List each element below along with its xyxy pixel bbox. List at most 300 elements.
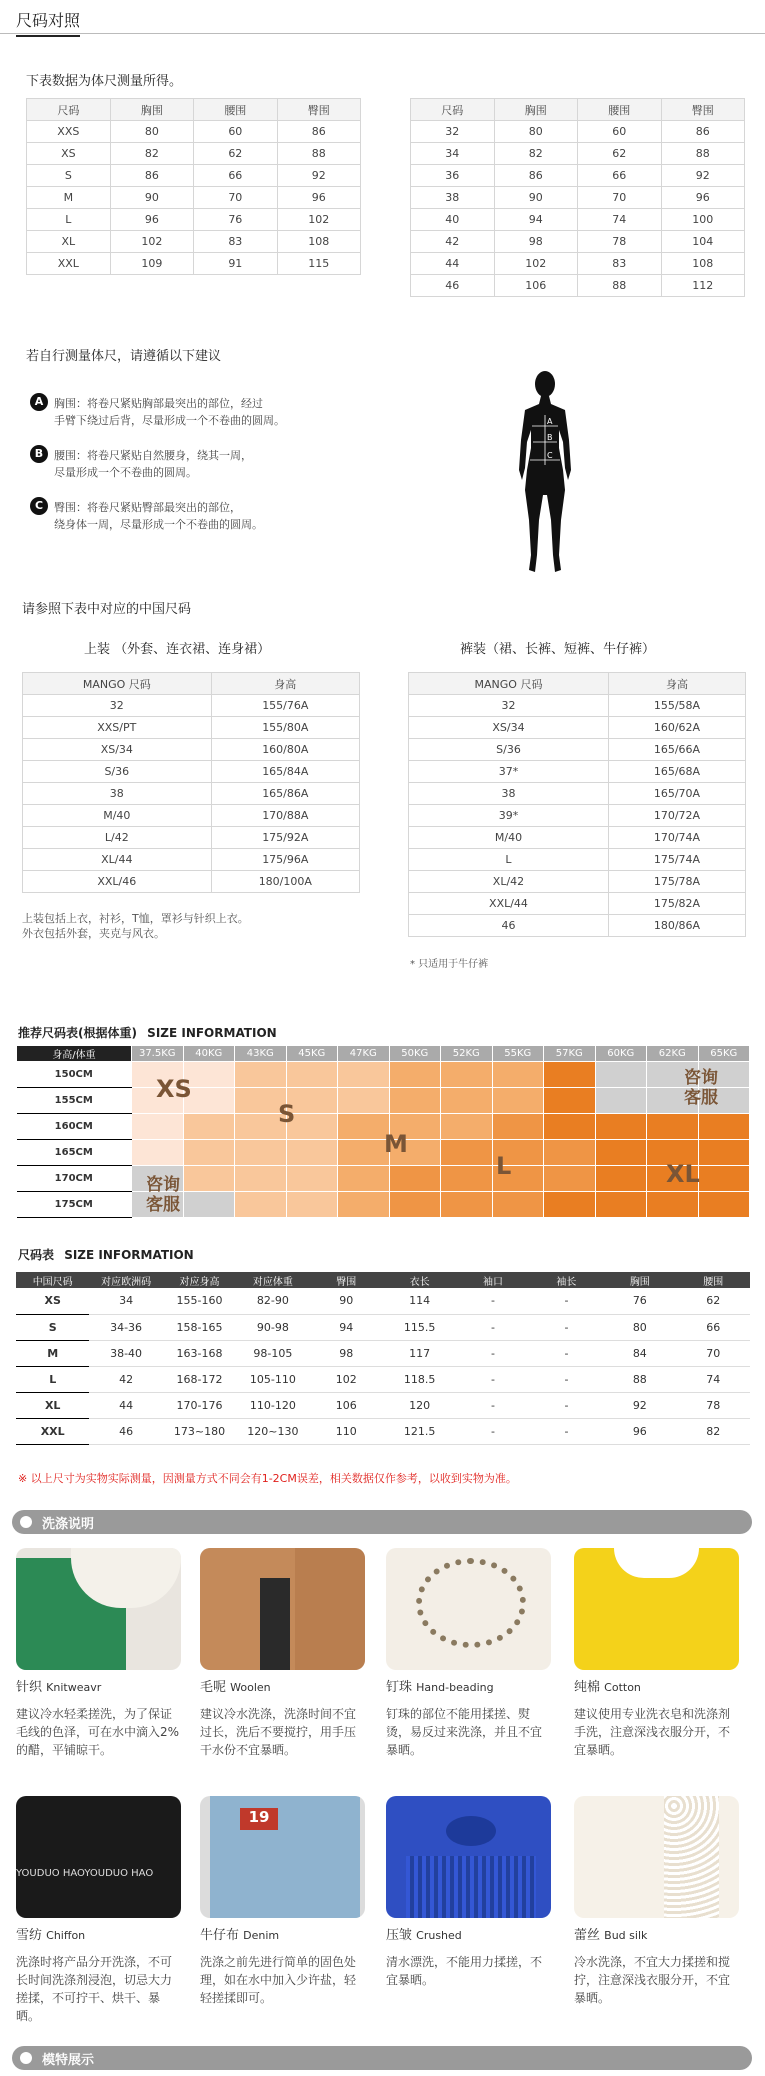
rec-label-s: S — [278, 1100, 296, 1128]
cn-bottom-cell: 165/68A — [608, 761, 745, 783]
cn-top-note-1: 上装包括上衣，衬衫，T恤，罩衫与针织上衣。 — [22, 912, 249, 925]
body-t2-header-3: 臀围 — [661, 99, 745, 121]
rec-cell — [544, 1114, 596, 1140]
cn-bottom-cell: M/40 — [409, 827, 609, 849]
rec-weight-label: 45KG — [286, 1046, 338, 1062]
wash-card — [574, 1796, 739, 2007]
rec-cell — [183, 1192, 235, 1218]
wash-card-name: 钉珠 — [386, 1680, 413, 1695]
size-cell: - — [456, 1340, 529, 1366]
size-cell: 80 — [603, 1314, 676, 1340]
table-row — [409, 893, 746, 915]
cn-bottom-cell: 37* — [409, 761, 609, 783]
table-row — [411, 275, 745, 297]
wash-card-title — [200, 1676, 365, 1695]
body-t1-cell: XL — [27, 231, 111, 253]
size-cell: - — [530, 1392, 603, 1418]
body-t2-header-row — [411, 99, 745, 121]
wash-card-title — [200, 1924, 365, 1943]
size-table-title — [18, 1246, 194, 1263]
size-cell: 84 — [603, 1340, 676, 1366]
body-t1-header-0: 尺码 — [27, 99, 111, 121]
size-cell: 38-40 — [89, 1340, 162, 1366]
table-row — [16, 1392, 750, 1418]
figure-label-a: A — [547, 417, 553, 426]
table-row — [411, 143, 745, 165]
size-cell: 115.5 — [383, 1314, 456, 1340]
rec-cell — [235, 1062, 287, 1088]
table-row — [17, 1088, 750, 1114]
cn-top-cell: XL/44 — [23, 849, 212, 871]
table-row — [17, 1114, 750, 1140]
rec-cell — [338, 1114, 390, 1140]
body-t1-cell: 91 — [194, 253, 277, 275]
table-row — [17, 1166, 750, 1192]
size-cell: 62 — [677, 1288, 750, 1314]
size-cell: 34 — [89, 1288, 162, 1314]
cn-top-cell: S/36 — [23, 761, 212, 783]
size-cell: 105-110 — [236, 1366, 309, 1392]
rec-cell — [338, 1088, 390, 1114]
rec-cell — [132, 1114, 184, 1140]
rec-weight-label: 43KG — [235, 1046, 287, 1062]
wash-card-title — [16, 1676, 181, 1695]
body-t2-cell: 92 — [661, 165, 745, 187]
size-cell: 34-36 — [89, 1314, 162, 1340]
rec-height-label: 160CM — [17, 1114, 132, 1140]
body-t2-cell: 104 — [661, 231, 745, 253]
size-header-cell: 腰围 — [677, 1272, 750, 1288]
cn-bottom-cell: 175/78A — [608, 871, 745, 893]
rec-cell — [595, 1088, 647, 1114]
measure-item — [26, 445, 356, 497]
body-t1-cell: 70 — [194, 187, 277, 209]
rec-cell — [698, 1166, 750, 1192]
body-t1-cell: XS — [27, 143, 111, 165]
rec-consult-top: 咨询客服 — [684, 1068, 718, 1108]
cn-top-cell: M/40 — [23, 805, 212, 827]
rec-cell — [286, 1062, 338, 1088]
size-cell: 158-165 — [163, 1314, 236, 1340]
rec-weight-label: 62KG — [647, 1046, 699, 1062]
rec-cell — [235, 1192, 287, 1218]
table-row — [411, 121, 745, 143]
table-row — [16, 1366, 750, 1392]
body-t1-cell: 108 — [277, 231, 360, 253]
size-cell: 110 — [310, 1418, 383, 1444]
cn-top-cell: 165/86A — [211, 783, 359, 805]
rec-weight-label: 47KG — [338, 1046, 390, 1062]
wash-card-en: Bud silk — [604, 1929, 648, 1942]
cn-bottom-cell: L — [409, 849, 609, 871]
body-t2-cell: 80 — [494, 121, 578, 143]
rec-height-label: 175CM — [17, 1192, 132, 1218]
rec-cell — [544, 1088, 596, 1114]
page-header — [0, 0, 765, 34]
body-t2-cell: 70 — [578, 187, 662, 209]
rec-header-row — [17, 1046, 750, 1062]
wash-card-image — [200, 1548, 365, 1670]
wash-card-image: YOUDUO HAOYOUDUO HAO — [16, 1796, 181, 1918]
cn-size-title: 请参照下表中对应的中国尺码 — [22, 602, 192, 617]
rec-cell — [338, 1062, 390, 1088]
table-row — [23, 761, 360, 783]
wash-card-title — [386, 1924, 551, 1943]
size-cell: 102 — [310, 1366, 383, 1392]
rec-weight-label: 57KG — [544, 1046, 596, 1062]
rec-cell — [492, 1062, 544, 1088]
cn-top-cell: XXL/46 — [23, 871, 212, 893]
table-row — [17, 1140, 750, 1166]
table-row — [409, 783, 746, 805]
body-t1-header-1: 胸围 — [110, 99, 193, 121]
body-t1-header-3: 臀围 — [277, 99, 360, 121]
size-cell: 42 — [89, 1366, 162, 1392]
table-row — [16, 1288, 750, 1314]
size-cell: 96 — [603, 1418, 676, 1444]
cn-bottom-cell: 46 — [409, 915, 609, 937]
cn-bottom-header-row — [409, 673, 746, 695]
rec-cell — [595, 1140, 647, 1166]
rec-weight-label: 37.5KG — [132, 1046, 184, 1062]
cn-bottom-cell: 39* — [409, 805, 609, 827]
cn-bottom-header-0: MANGO 尺码 — [409, 673, 609, 695]
body-t2-cell: 88 — [661, 143, 745, 165]
body-t1-cell: 66 — [194, 165, 277, 187]
size-cell: M — [16, 1340, 89, 1366]
cn-top-note-2: 外衣包括外套，夹克与风衣。 — [22, 927, 165, 940]
body-t1-cell: 76 — [194, 209, 277, 231]
cn-top-cell: 180/100A — [211, 871, 359, 893]
rec-cell — [338, 1192, 390, 1218]
body-t1-cell: 82 — [110, 143, 193, 165]
wash-card-en: Denim — [243, 1929, 280, 1942]
body-t1-cell: 92 — [277, 165, 360, 187]
cn-bottom-cell: 170/74A — [608, 827, 745, 849]
cn-bottom-cell: 38 — [409, 783, 609, 805]
wash-card-en: Crushed — [416, 1929, 462, 1942]
cn-bottom-header-1: 身高 — [608, 673, 745, 695]
table-row — [16, 1340, 750, 1366]
body-t2-cell: 66 — [578, 165, 662, 187]
wash-card-name: 毛呢 — [200, 1680, 227, 1695]
size-cell: - — [456, 1392, 529, 1418]
body-silhouette — [505, 370, 585, 580]
size-cell: 173~180 — [163, 1418, 236, 1444]
table-row — [16, 1418, 750, 1444]
rec-label-xs: XS — [156, 1075, 192, 1103]
size-cell: 90-98 — [236, 1314, 309, 1340]
body-t2-cell: 94 — [494, 209, 578, 231]
rec-cell — [183, 1114, 235, 1140]
size-cell: 155-160 — [163, 1288, 236, 1314]
body-t2-cell: 32 — [411, 121, 495, 143]
measure-line-2: 尽量形成一个不卷曲的圆周。 — [54, 466, 197, 479]
rec-cell — [544, 1166, 596, 1192]
cn-bottom-cell: 32 — [409, 695, 609, 717]
body-t1-cell: M — [27, 187, 111, 209]
cn-bottom-cell: 155/58A — [608, 695, 745, 717]
rec-cell — [698, 1114, 750, 1140]
table-row — [23, 827, 360, 849]
rec-cell — [492, 1114, 544, 1140]
size-table-title-en: SIZE INFORMATION — [64, 1248, 194, 1262]
size-cell: 82 — [677, 1418, 750, 1444]
rec-cell — [595, 1114, 647, 1140]
rec-cell — [338, 1166, 390, 1192]
wash-card-desc: 冷水洗涤，不宜大力揉搓和搅拧，注意深浅衣服分开，不宜暴晒。 — [574, 1955, 731, 2005]
body-t2-cell: 112 — [661, 275, 745, 297]
model-bar-dot — [20, 2052, 32, 2064]
body-t1-cell: 102 — [110, 231, 193, 253]
size-cell: 117 — [383, 1340, 456, 1366]
body-t1-cell: 62 — [194, 143, 277, 165]
body-t2-header-1: 胸围 — [494, 99, 578, 121]
wash-card-en: Woolen — [230, 1681, 271, 1694]
size-cell: 170-176 — [163, 1392, 236, 1418]
rec-cell — [698, 1140, 750, 1166]
rec-cell — [286, 1192, 338, 1218]
rec-weight-label: 55KG — [492, 1046, 544, 1062]
cn-top-cell: L/42 — [23, 827, 212, 849]
table-row — [23, 849, 360, 871]
size-cell: 90 — [310, 1288, 383, 1314]
rec-cell — [441, 1062, 493, 1088]
rec-cell — [544, 1192, 596, 1218]
size-cell: XXL — [16, 1418, 89, 1444]
body-t2-cell: 44 — [411, 253, 495, 275]
cn-bottom-cell: 165/66A — [608, 739, 745, 761]
rec-weight-label: 52KG — [441, 1046, 493, 1062]
wash-card-desc: 建议使用专业洗衣皂和洗涤剂手洗，注意深浅衣服分开，不宜暴晒。 — [574, 1707, 731, 1757]
cn-top-cell: 170/88A — [211, 805, 359, 827]
wash-card-en: Hand-beading — [416, 1681, 494, 1694]
body-t2-cell: 102 — [494, 253, 578, 275]
size-cell: 44 — [89, 1392, 162, 1418]
model-section-bar — [12, 2046, 752, 2070]
size-cell: L — [16, 1366, 89, 1392]
wash-card-name: 针织 — [16, 1680, 43, 1695]
body-t2-cell: 74 — [578, 209, 662, 231]
body-size-table-number — [410, 98, 745, 297]
wash-card-name: 压皱 — [386, 1928, 413, 1943]
rec-label-m: M — [384, 1130, 408, 1158]
cn-bottom-cell: 165/70A — [608, 783, 745, 805]
page-title: 尺码对照 — [16, 8, 80, 37]
wash-card — [16, 1548, 181, 1759]
size-cell: 110-120 — [236, 1392, 309, 1418]
rec-height-label: 165CM — [17, 1140, 132, 1166]
rec-cell — [338, 1140, 390, 1166]
table-row — [23, 783, 360, 805]
cn-top-header-row — [23, 673, 360, 695]
table-row — [409, 849, 746, 871]
body-t2-cell: 86 — [661, 121, 745, 143]
table-row — [409, 915, 746, 937]
table-row — [23, 739, 360, 761]
rec-cell — [235, 1140, 287, 1166]
body-t1-cell: 86 — [277, 121, 360, 143]
body-t1-cell: 80 — [110, 121, 193, 143]
size-header-cell: 对应欧洲码 — [89, 1272, 162, 1288]
body-t2-cell: 96 — [661, 187, 745, 209]
wash-card-name: 蕾丝 — [574, 1928, 601, 1943]
body-t2-cell: 88 — [578, 275, 662, 297]
size-table-title-cn: 尺码表 — [18, 1248, 55, 1262]
size-cell: - — [456, 1314, 529, 1340]
size-cell: 92 — [603, 1392, 676, 1418]
rec-cell — [441, 1088, 493, 1114]
rec-cell — [441, 1192, 493, 1218]
body-t2-cell: 34 — [411, 143, 495, 165]
size-cell: - — [530, 1288, 603, 1314]
measure-letter-icon: A — [30, 393, 48, 411]
size-cell: S — [16, 1314, 89, 1340]
table-row — [409, 739, 746, 761]
body-t1-header-2: 腰围 — [194, 99, 277, 121]
size-header-cell: 臀围 — [310, 1272, 383, 1288]
table-row — [17, 1192, 750, 1218]
size-cell: 70 — [677, 1340, 750, 1366]
cn-top-cell: XS/34 — [23, 739, 212, 761]
size-cell: XS — [16, 1288, 89, 1314]
rec-weight-label: 50KG — [389, 1046, 441, 1062]
rec-cell — [183, 1166, 235, 1192]
body-t2-cell: 90 — [494, 187, 578, 209]
table-row — [23, 871, 360, 893]
size-cell: 66 — [677, 1314, 750, 1340]
measure-line-2: 绕身体一周，尽量形成一个不卷曲的圆周。 — [54, 518, 263, 531]
size-cell: 94 — [310, 1314, 383, 1340]
table-row — [411, 187, 745, 209]
wash-card-title — [16, 1924, 181, 1943]
measure-list — [26, 393, 356, 549]
wash-card-desc: 建议冷水洗涤，洗涤时间不宜过长，洗后不要搅拧，用手压干水份不宜暴晒。 — [200, 1707, 357, 1757]
rec-label-l: L — [496, 1152, 512, 1180]
size-header-cell: 对应体重 — [236, 1272, 309, 1288]
size-cell: 106 — [310, 1392, 383, 1418]
table-row — [23, 805, 360, 827]
table-row — [27, 143, 361, 165]
cn-top-cell: 38 — [23, 783, 212, 805]
wash-card-desc: 洗涤时将产品分开洗涤，不可长时间洗涤剂浸泡，切忌大力搓揉，不可拧干、烘干、暴晒。 — [16, 1955, 173, 2023]
size-cell: 121.5 — [383, 1418, 456, 1444]
body-t1-cell: L — [27, 209, 111, 231]
cn-bottom-cell: 180/86A — [608, 915, 745, 937]
table-row — [409, 717, 746, 739]
wash-card-image — [16, 1548, 181, 1670]
body-t2-cell: 40 — [411, 209, 495, 231]
table-row — [411, 231, 745, 253]
rec-corner: 身高/体重 — [17, 1046, 132, 1062]
wash-title: 洗涤说明 — [42, 1517, 95, 1532]
body-t2-cell: 82 — [494, 143, 578, 165]
measure-item — [26, 393, 356, 445]
intro-text: 下表数据为体尺测量所得。 — [26, 74, 183, 89]
rec-consult-bottom: 咨询客服 — [146, 1175, 180, 1215]
cn-top-cell: XXS/PT — [23, 717, 212, 739]
wash-card — [386, 1548, 551, 1759]
body-t2-cell: 42 — [411, 231, 495, 253]
wash-card-desc: 洗涤之前先进行简单的固色处理，如在水中加入少许盐，轻轻搓揉即可。 — [200, 1955, 357, 2005]
cn-bottom-note: * 只适用于牛仔裤 — [410, 959, 489, 970]
rec-cell — [286, 1166, 338, 1192]
body-t1-cell: 102 — [277, 209, 360, 231]
rec-weight-label: 65KG — [698, 1046, 750, 1062]
cn-top-cell: 165/84A — [211, 761, 359, 783]
size-cell: - — [530, 1366, 603, 1392]
body-t2-cell: 38 — [411, 187, 495, 209]
cn-bottom-title: 裤装（裙、长裤、短裤、牛仔裤） — [460, 642, 656, 657]
cn-bottom-cell: 170/72A — [608, 805, 745, 827]
body-t1-cell: 86 — [110, 165, 193, 187]
wash-card-title — [386, 1676, 551, 1695]
size-cell: 78 — [677, 1392, 750, 1418]
body-t1-cell: XXL — [27, 253, 111, 275]
table-row — [16, 1314, 750, 1340]
body-t1-cell: 90 — [110, 187, 193, 209]
cn-top-cell: 155/80A — [211, 717, 359, 739]
body-t2-cell: 106 — [494, 275, 578, 297]
cn-bottom-cell: 175/74A — [608, 849, 745, 871]
size-header-cell: 衣长 — [383, 1272, 456, 1288]
measure-title: 若自行测量体尺，请遵循以下建议 — [26, 349, 222, 364]
measure-line-2: 手臂下绕过后背，尽量形成一个不卷曲的圆周。 — [54, 414, 285, 427]
body-t1-cell: 96 — [110, 209, 193, 231]
body-t2-cell: 86 — [494, 165, 578, 187]
wash-card-desc: 清水漂洗，不能用力揉搓，不宜暴晒。 — [386, 1955, 543, 1987]
recommend-title-en: SIZE INFORMATION — [147, 1026, 277, 1040]
body-t2-header-2: 腰围 — [578, 99, 662, 121]
cn-top-header-0: MANGO 尺码 — [23, 673, 212, 695]
wash-card — [200, 1548, 365, 1759]
wash-card-name: 纯棉 — [574, 1680, 601, 1695]
size-cell: 120~130 — [236, 1418, 309, 1444]
cn-bottom-cell: XS/34 — [409, 717, 609, 739]
cn-top-cell: 32 — [23, 695, 212, 717]
rec-cell — [286, 1140, 338, 1166]
rec-cell — [235, 1166, 287, 1192]
cn-bottom-cell: 175/82A — [608, 893, 745, 915]
size-cell: - — [456, 1418, 529, 1444]
size-cell: 120 — [383, 1392, 456, 1418]
rec-label-xl: XL — [666, 1160, 700, 1188]
wash-card-image — [386, 1796, 551, 1918]
body-t2-cell: 100 — [661, 209, 745, 231]
wash-card-image: 19 — [200, 1796, 365, 1918]
size-cell: 114 — [383, 1288, 456, 1314]
rec-cell — [492, 1192, 544, 1218]
table-row — [409, 805, 746, 827]
table-row — [411, 253, 745, 275]
table-row — [27, 231, 361, 253]
size-cell: 98 — [310, 1340, 383, 1366]
size-cell: 98-105 — [236, 1340, 309, 1366]
rec-cell — [389, 1192, 441, 1218]
rec-cell — [132, 1140, 184, 1166]
measure-letter-icon: C — [30, 497, 48, 515]
rec-cell — [698, 1192, 750, 1218]
size-cell: 82-90 — [236, 1288, 309, 1314]
table-row — [27, 253, 361, 275]
body-t1-cell: 109 — [110, 253, 193, 275]
size-table-note: ※ 以上尺寸为实物实际测量，因测量方式不同会有1-2CM误差，相关数据仅作参考，以收到实物为准。 — [18, 1472, 517, 1485]
wash-card-desc: 钉珠的部位不能用揉搓、熨烫，易反过来洗涤，并且不宜暴晒。 — [386, 1707, 543, 1757]
size-cell: 118.5 — [383, 1366, 456, 1392]
rec-cell — [595, 1062, 647, 1088]
cn-bottom-cell: 160/62A — [608, 717, 745, 739]
size-header-cell: 袖长 — [530, 1272, 603, 1288]
